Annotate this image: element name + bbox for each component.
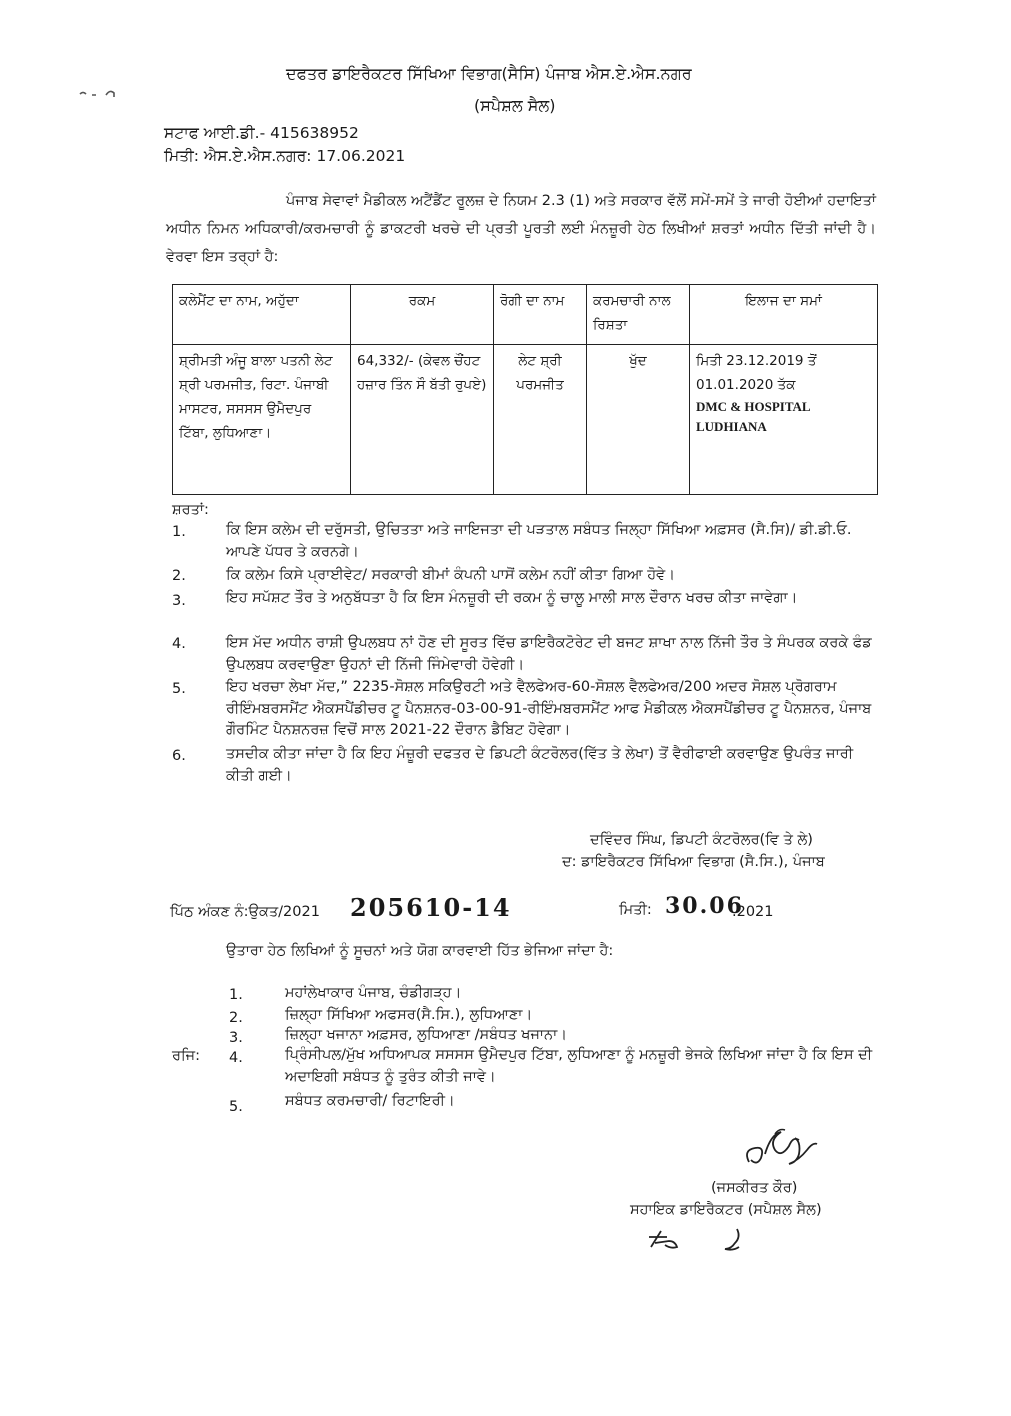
deputy-controller-office: ਦ: ਡਾਇਰੈਕਟਰ ਸਿੱਖਿਆ ਵਿਭਾਗ (ਸੈ.ਸਿ.), ਪੰਜਾਬ	[562, 854, 825, 870]
condition-number: 3.	[172, 593, 186, 609]
conditions-title: ਸ਼ਰਤਾਂ:	[172, 502, 209, 518]
assistant-director-designation: ਸਹਾਇਕ ਡਾਇਰੈਕਟਰ (ਸਪੈਸ਼ਲ ਸੈਲ)	[630, 1202, 822, 1218]
condition-text: ਇਸ ਮੱਦ ਅਧੀਨ ਰਾਸ਼ੀ ਉਪਲਬਧ ਨਾਂ ਹੋਣ ਦੀ ਸੂਰਤ ਵਿੱਚ ਡਾਇਰੈਕਟੋਰੇਟ ਦੀ ਬਜਟ ਸ਼ਾਖਾ ਨਾਲ ਨਿੱਜੀ ਤੌਰ ਤੇ ਸੰਪਰਕ ਕਰਕੇ ਫੰਡ ਉਪਲਬਧ ਕਰਵਾਉਣਾ ਉਹਨਾਂ ਦੀ ਨਿੱਜੀ ਜਿੰਮੇਵਾਰੀ ਹੋਵੇਗੀ।	[226, 635, 872, 673]
endorsement-number-handwritten: 205610-14	[350, 893, 512, 922]
cell-claimant: ਸ਼੍ਰੀਮਤੀ ਅੰਜੂ ਬਾਲਾ ਪਤਨੀ ਲੇਟ ਸ਼੍ਰੀ ਪਰਮਜੀਤ, ਰਿਟਾ. ਪੰਜਾਬੀ ਮਾਸਟਰ, ਸਸਸਸ ਉਮੈਦਪੁਰ ਟਿੱਬਾ, ਲੁਧਿਆਣਾ।	[173, 345, 351, 495]
condition-text: ਇਹ ਖਰਚਾ ਲੇਖਾ ਮੱਦ,” 2235-ਸੋਸ਼ਲ ਸਕਿਉਰਟੀ ਅਤੇ ਵੈਲਫੇਅਰ-60-ਸੋਸ਼ਲ ਵੈਲਫੇਅਰ/200 ਅਦਰ ਸੋਸ਼ਲ ਪ੍ਰੋਗਰਾਮ ਰੀਇੰਮਬਰਸਮੈਂਟ ਐਕਸਪੈਂਡੀਚਰ ਟੂ ਪੈਨਸ਼ਨਰ-03-00-91-ਰੀਇੰਮਬਰਸਮੈਂਟ ਆਫ ਮੈਡੀਕਲ ਐਕਸਪੈਂਡੀਚਰ ਟੂ ਪੈਨਸ਼ਨਰ, ਪੰਜਾਬ ਗੌਰਮਿੰਟ ਪੈਨਸ਼ਨਰਜ਼ ਵਿਚੋਂ ਸਾਲ 2021-22 ਦੌਰਾਨ ਡੈਬਿਟ ਹੋਵੇਗਾ।	[226, 679, 872, 738]
signature	[735, 1120, 830, 1175]
condition-number: 4.	[172, 636, 186, 652]
cell-amount: 64,332/- (ਕੇਵਲ ਚੌਂਹਟ ਹਜ਼ਾਰ ਤਿੰਨ ਸੌ ਬੱਤੀ ਰੁਪਏ)	[351, 345, 494, 495]
initials-mark	[645, 1225, 755, 1255]
copy-to-number: 3.	[229, 1030, 243, 1046]
endorsement-number-label: ਪਿੱਠ ਅੰਕਣ ਨੰ:ਉਕਤ/2021	[170, 904, 320, 920]
condition-text: ਕਿ ਇਸ ਕਲੇਮ ਦੀ ਦਰੁੱਸਤੀ, ਉਚਿਤਤਾ ਅਤੇ ਜਾਇਜਤਾ ਦੀ ਪੜਤਾਲ ਸਬੰਧਤ ਜਿਲ੍ਹਾ ਸਿੱਖਿਆ ਅਫ਼ਸਰ (ਸੈ.ਸਿ)/ ਡੀ.ਡੀ.ਓ. ਆਪਣੇ ਪੱਧਰ ਤੇ ਕਰਨਗੇ।	[226, 522, 852, 560]
assistant-director-name: (ਜਸਕੀਰਤ ਕੌਰ)	[711, 1180, 798, 1196]
intro-paragraph: ਪੰਜਾਬ ਸੇਵਾਵਾਂ ਮੈਡੀਕਲ ਅਟੈਂਡੈਂਟ ਰੂਲਜ਼ ਦੇ ਨਿਯਮ 2.3 (1) ਅਤੇ ਸਰਕਾਰ ਵੱਲੋਂ ਸਮੇਂ-ਸਮੇਂ ਤੇ ਜਾਰੀ ਹੋਈਆਂ ਹਦਾਇਤਾਂ ਅਧੀਨ ਨਿਮਨ ਅਧਿਕਾਰੀ/ਕਰਮਚਾਰੀ ਨੂੰ ਡਾਕਟਰੀ ਖਰਚੇ ਦੀ ਪ੍ਰਤੀ ਪੂਰਤੀ ਲਈ ਮੰਨਜ਼ੂਰੀ ਹੇਠ ਲਿਖੀਆਂ ਸ਼ਰਤਾਂ ਅਧੀਨ ਦਿੱਤੀ ਜਾਂਦੀ ਹੈ। ਵੇਰਵਾ ਇਸ ਤਰ੍ਹਾਂ ਹੈ:	[166, 193, 876, 265]
condition-text: ਇਹ ਸਪੱਸ਼ਟ ਤੌਰ ਤੇ ਅਨੁਬੱਧਤਾ ਹੈ ਕਿ ਇਸ ਮੰਨਜ਼ੂਰੀ ਦੀ ਰਕਮ ਨੂੰ ਚਾਲੂ ਮਾਲੀ ਸਾਲ ਦੌਰਾਨ ਖਰਚ ਕੀਤਾ ਜਾਵੇਗਾ।	[226, 590, 798, 606]
registered-label: ਰਜਿ:	[172, 1048, 201, 1064]
copy-to-number: 5.	[229, 1099, 243, 1115]
condition-number: 6.	[172, 748, 186, 764]
condition-text: ਕਿ ਕਲੇਮ ਕਿਸੇ ਪ੍ਰਾਈਵੇਟ/ ਸਰਕਾਰੀ ਬੀਮਾਂ ਕੰਪਨੀ ਪਾਸੋਂ ਕਲੇਮ ਨਹੀਂ ਕੀਤਾ ਗਿਆ ਹੋਵੇ।	[226, 567, 675, 583]
header-relation: ਕਰਮਚਾਰੀ ਨਾਲ ਰਿਸ਼ਤਾ	[587, 285, 690, 345]
endorsement-date-handwritten: 30.06	[665, 893, 744, 919]
cell-hospital: DMC & HOSPITAL LUDHIANA	[696, 399, 810, 434]
copy-to-text: ਪ੍ਰਿੰਸੀਪਲ/ਮੁੱਖ ਅਧਿਆਪਕ ਸਸਸਸ ਉਮੈਦਪੁਰ ਟਿੱਬਾ, ਲੁਧਿਆਣਾ ਨੂੰ ਮਨਜ਼ੂਰੀ ਭੇਜਕੇ ਲਿਖਿਆ ਜਾਂਦਾ ਹੈ ਕਿ ਇਸ ਦੀ ਅਦਾਇਗੀ ਸਬੰਧਤ ਨੂੰ ਤੁਰੰਤ ਕੀਤੀ ਜਾਵੇ।	[285, 1047, 873, 1085]
copy-to-number: 1.	[229, 987, 243, 1003]
cell-heading: (ਸਪੈਸ਼ਲ ਸੈਲ)	[474, 96, 556, 115]
staff-id: ਸਟਾਫ ਆਈ.ਡੀ.- 415638952	[164, 124, 359, 142]
endorsement-date-label: ਮਿਤੀ:	[619, 902, 652, 918]
copy-to-text: ਜ਼ਿਲ੍ਹਾ ਖਜਾਨਾ ਅਫ਼ਸਰ, ਲੁਧਿਆਣਾ /ਸਬੰਧਤ ਖਜਾਨਾ।	[285, 1027, 568, 1043]
claim-table	[172, 284, 878, 495]
header-claimant: ਕਲੇਮੈਂਟ ਦਾ ਨਾਮ, ਅਹੁੱਦਾ	[173, 285, 351, 345]
condition-number: 5.	[172, 681, 186, 697]
copy-to-number: 4.	[229, 1050, 243, 1066]
cell-period-wrap	[690, 345, 878, 495]
table-row	[173, 345, 878, 495]
copy-to-number: 2.	[229, 1010, 243, 1026]
cell-period: ਮਿਤੀ 23.12.2019 ਤੋਂ 01.01.2020 ਤੱਕ	[696, 353, 817, 393]
header-patient: ਰੋਗੀ ਦਾ ਨਾਮ	[494, 285, 587, 345]
table-header-row	[173, 285, 878, 345]
condition-number: 1.	[172, 524, 186, 540]
cell-patient: ਲੇਟ ਸ਼੍ਰੀ ਪਰਮਜੀਤ	[494, 345, 587, 495]
condition-text: ਤਸਦੀਕ ਕੀਤਾ ਜਾਂਦਾ ਹੈ ਕਿ ਇਹ ਮੰਜ਼ੂਰੀ ਦਫਤਰ ਦੇ ਡਿਪਟੀ ਕੰਟਰੋਲਰ(ਵਿੱਤ ਤੇ ਲੇਖਾ) ਤੋਂ ਵੈਰੀਫਾਈ ਕਰਵਾਉਣ ਉਪਰੰਤ ਜਾਰੀ ਕੀਤੀ ਗਈ।	[226, 746, 854, 784]
deputy-controller-name: ਦਵਿੰਦਰ ਸਿੰਘ, ਡਿਪਟੀ ਕੰਟਰੋਲਰ(ਵਿ ਤੇ ਲੇ)	[590, 832, 813, 848]
scan-mark	[78, 84, 120, 94]
copy-to-text: ਮਹਾਂਲੇਖਾਕਾਰ ਪੰਜਾਬ, ਚੰਡੀਗੜ੍ਹ।	[285, 985, 462, 1001]
copy-to-text: ਸਬੰਧਤ ਕਰਮਚਾਰੀ/ ਰਿਟਾਇਰੀ।	[285, 1093, 455, 1109]
header-period: ਇਲਾਜ ਦਾ ਸਮਾਂ	[690, 285, 878, 345]
cell-relation: ਖੁੱਦ	[587, 345, 690, 495]
condition-number: 2.	[172, 568, 186, 584]
office-heading: ਦਫਤਰ ਡਾਇਰੈਕਟਰ ਸਿੱਖਿਆ ਵਿਭਾਗ(ਸੈਸਿ) ਪੰਜਾਬ ਐਸ.ਏ.ਐਸ.ਨਗਰ	[286, 64, 692, 83]
header-amount: ਰਕਮ	[351, 285, 494, 345]
copy-to-text: ਜ਼ਿਲ੍ਹਾ ਸਿੱਖਿਆ ਅਫਸਰ(ਸੈ.ਸਿ.), ਲੁਧਿਆਣਾ।	[285, 1007, 533, 1023]
endorsement-intro: ਉਤਾਰਾ ਹੇਠ ਲਿਖਿਆਂ ਨੂੰ ਸੂਚਨਾਂ ਅਤੇ ਯੋਗ ਕਾਰਵਾਈ ਹਿੱਤ ਭੇਜਿਆ ਜਾਂਦਾ ਹੈ:	[226, 943, 614, 959]
endorsement-date-year: .2021	[732, 904, 774, 920]
issue-date: ਮਿਤੀ: ਐਸ.ਏ.ਐਸ.ਨਗਰ: 17.06.2021	[164, 147, 406, 165]
